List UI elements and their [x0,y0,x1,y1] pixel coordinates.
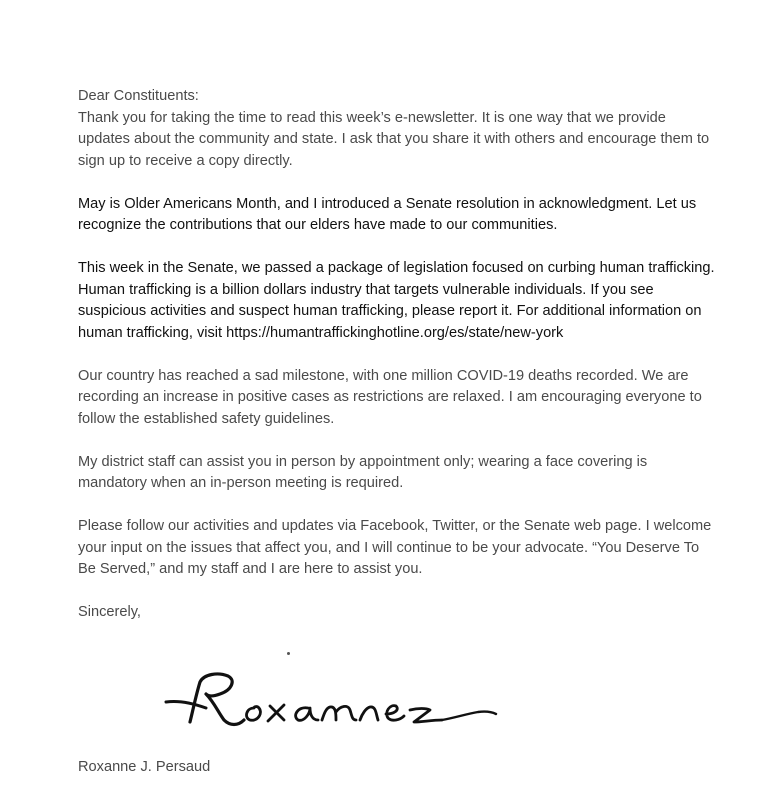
trafficking-paragraph: This week in the Senate, we passed a package of legislation focused on curbing human trafficking. Human trafficking is a billion dollars industry that targets vulnerable individuals. If you see suspicious activities and suspect human trafficking, please report it. For additional information on human trafficking, visit https://humantraffickinghotline.org/es/state/new-york [78,260,715,341]
spacer [78,172,718,194]
letter-body [78,86,718,624]
spacer [78,495,718,517]
salutation: Dear Constituents: [78,88,199,104]
spacer [78,581,718,603]
spacer [78,430,718,452]
spacer [78,237,718,259]
older-americans-paragraph: May is Older Americans Month, and I introduced a Senate resolution in acknowledgment. Let us recognize the contributions that our elders have made to our communities. [78,195,697,233]
follow-paragraph: Please follow our activities and updates via Facebook, Twitter, or the Senate web page. I welcome your input on the issues that affect you, and I will continue to be your advocate. “You Deserve To Be Served,” and my staff and I are here to assist you. [78,518,712,577]
closing: Sincerely, [78,604,141,620]
signature-image [160,650,505,740]
intro-paragraph: Thank you for taking the time to read this week’s e-newsletter. It is one way that we provide updates about the community and state. I ask that you share it with others and encourage them to sign up to receive a copy directly. [78,109,710,169]
signer-name: Roxanne J. Persaud [78,759,211,775]
district-staff-paragraph: My district staff can assist you in person by appointment only; wearing a face covering is mandatory when an in-person meeting is required. [78,453,648,491]
covid-paragraph: Our country has reached a sad milestone, with one million COVID-19 deaths recorded. We are recording an increase in positive cases as restrictions are relaxed. I am encouraging everyone to follow the established safety guidelines. [78,367,702,427]
spacer [78,344,718,366]
